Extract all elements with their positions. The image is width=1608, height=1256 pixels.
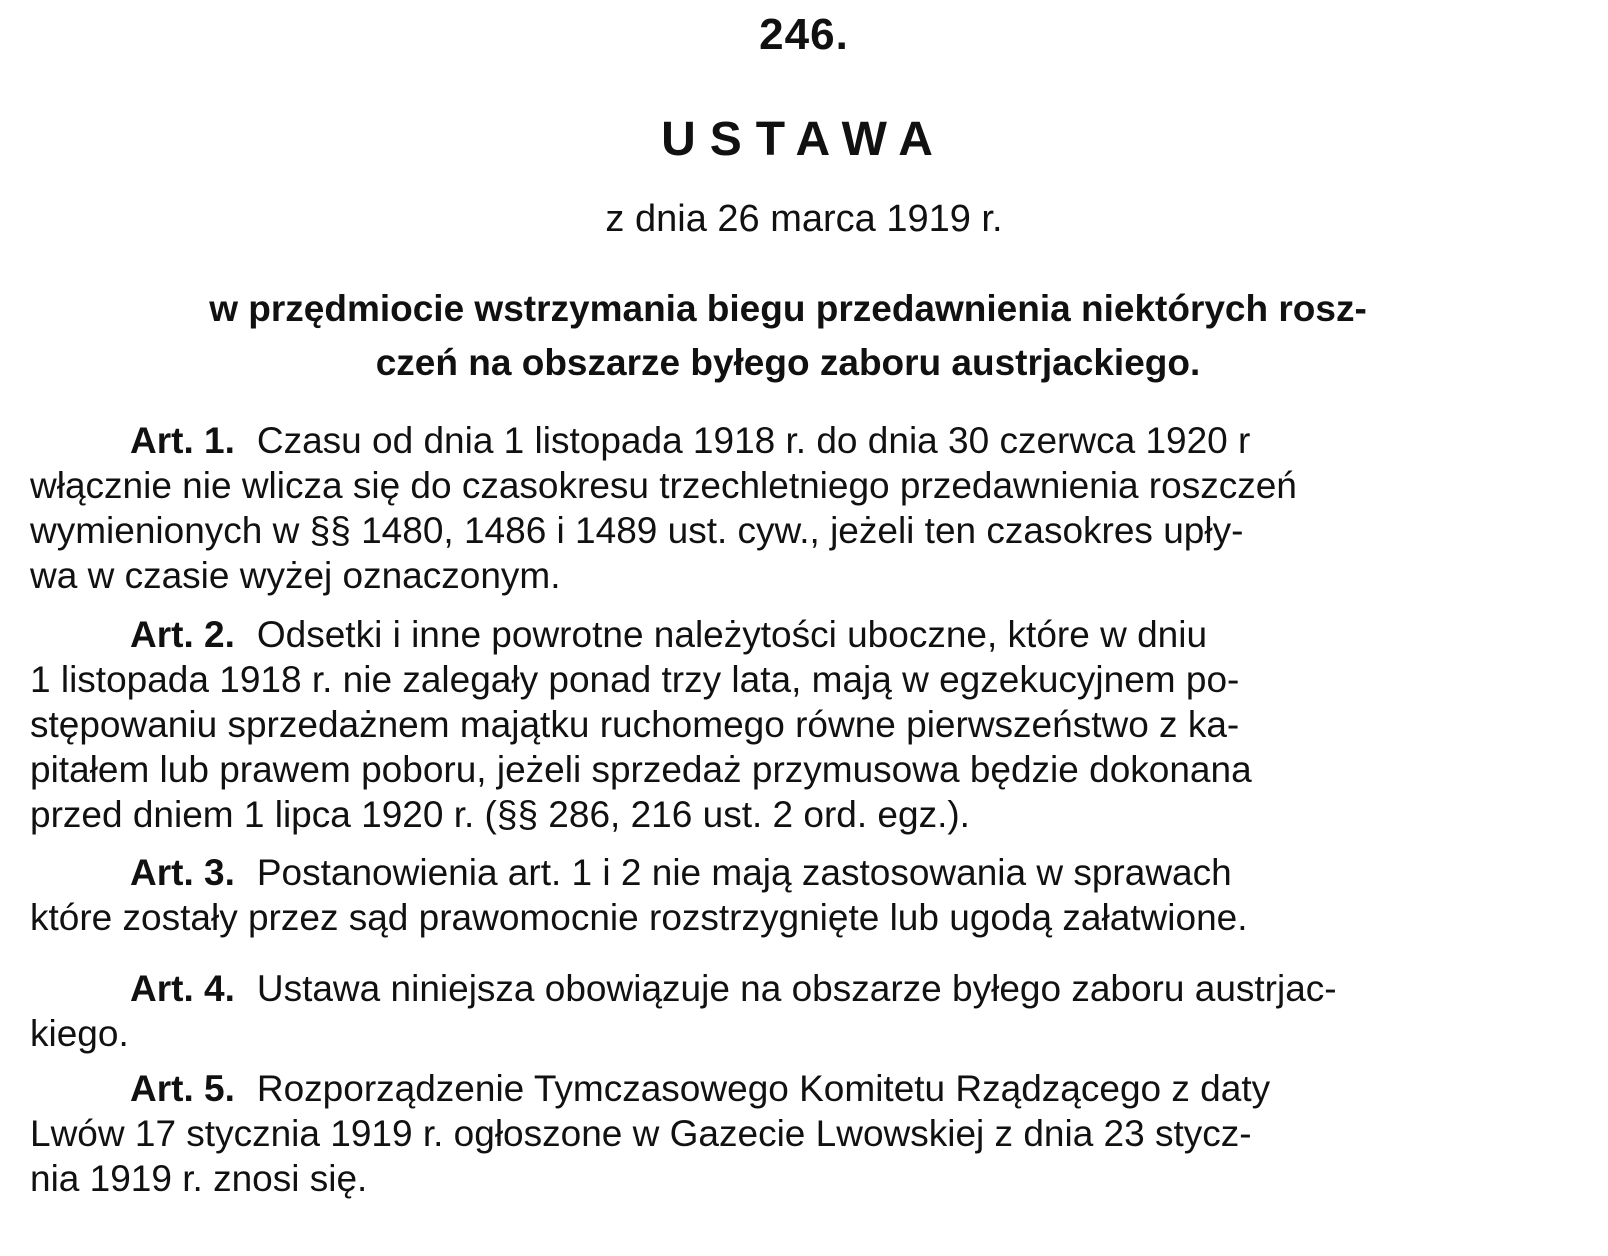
article-line xyxy=(30,966,1560,1011)
article-4 xyxy=(30,966,1560,1056)
article-line: przed dniem 1 lipca 1920 r. (§§ 286, 216 ust. 2 ord. egz.). xyxy=(30,794,970,835)
article-line: nia 1919 r. znosi się. xyxy=(30,1158,368,1199)
article-label: Art. 4. xyxy=(130,968,235,1009)
article-line: które zostały przez sąd prawomocnie rozstrzygnięte lub ugodą załatwione. xyxy=(30,897,1248,938)
article-line: kiego. xyxy=(30,1013,129,1054)
subject-line-2: czeń na obszarze byłego zaboru austrjackiego. xyxy=(375,342,1201,383)
article-1 xyxy=(30,418,1560,598)
article-5 xyxy=(30,1066,1560,1201)
article-line: wymienionych w §§ 1480, 1486 i 1489 ust. cyw., jeżeli ten czasokres upły- xyxy=(30,510,1244,551)
article-line xyxy=(30,418,1560,463)
document-type-heading: USTAWA xyxy=(661,113,947,166)
article-text: Postanowienia art. 1 i 2 nie mają zastosowania w sprawach xyxy=(256,852,1232,893)
article-label: Art. 2. xyxy=(130,614,235,655)
article-line: włącznie nie wlicza się do czasokresu trzechletniego przedawnienia roszczeń xyxy=(30,465,1297,506)
article-label: Art. 1. xyxy=(130,420,235,461)
article-3 xyxy=(30,850,1560,940)
article-line xyxy=(30,850,1560,895)
article-line: stępowaniu sprzedażnem majątku ruchomego równe pierwszeństwo z ka- xyxy=(30,704,1240,745)
article-line: wa w czasie wyżej oznaczonym. xyxy=(30,555,561,596)
article-2 xyxy=(30,612,1560,837)
article-label: Art. 5. xyxy=(130,1068,235,1109)
article-line xyxy=(30,612,1560,657)
subject-line-1: w przędmiocie wstrzymania biegu przedawnienia niektórych rosz- xyxy=(209,288,1367,329)
article-line: pitałem lub prawem poboru, jeżeli sprzedaż przymusowa będzie dokonana xyxy=(30,749,1252,790)
article-text: Czasu od dnia 1 listopada 1918 r. do dnia 30 czerwca 1920 r xyxy=(256,420,1251,461)
article-label: Art. 3. xyxy=(130,852,235,893)
article-text: Ustawa niniejsza obowiązuje na obszarze byłego zaboru austrjac- xyxy=(256,968,1337,1009)
document-date: z dnia 26 marca 1919 r. xyxy=(605,198,1003,240)
document-number: 246. xyxy=(759,10,849,59)
document-subject xyxy=(28,282,1548,390)
article-text: Odsetki i inne powrotne należytości uboczne, które w dniu xyxy=(256,614,1208,655)
article-text: Rozporządzenie Tymczasowego Komitetu Rządzącego z daty xyxy=(256,1068,1271,1109)
article-line xyxy=(30,1066,1560,1111)
article-line: Lwów 17 stycznia 1919 r. ogłoszone w Gazecie Lwowskiej z dnia 23 stycz- xyxy=(30,1113,1252,1154)
article-line: 1 listopada 1918 r. nie zalegały ponad trzy lata, mają w egzekucyjnem po- xyxy=(30,659,1240,700)
